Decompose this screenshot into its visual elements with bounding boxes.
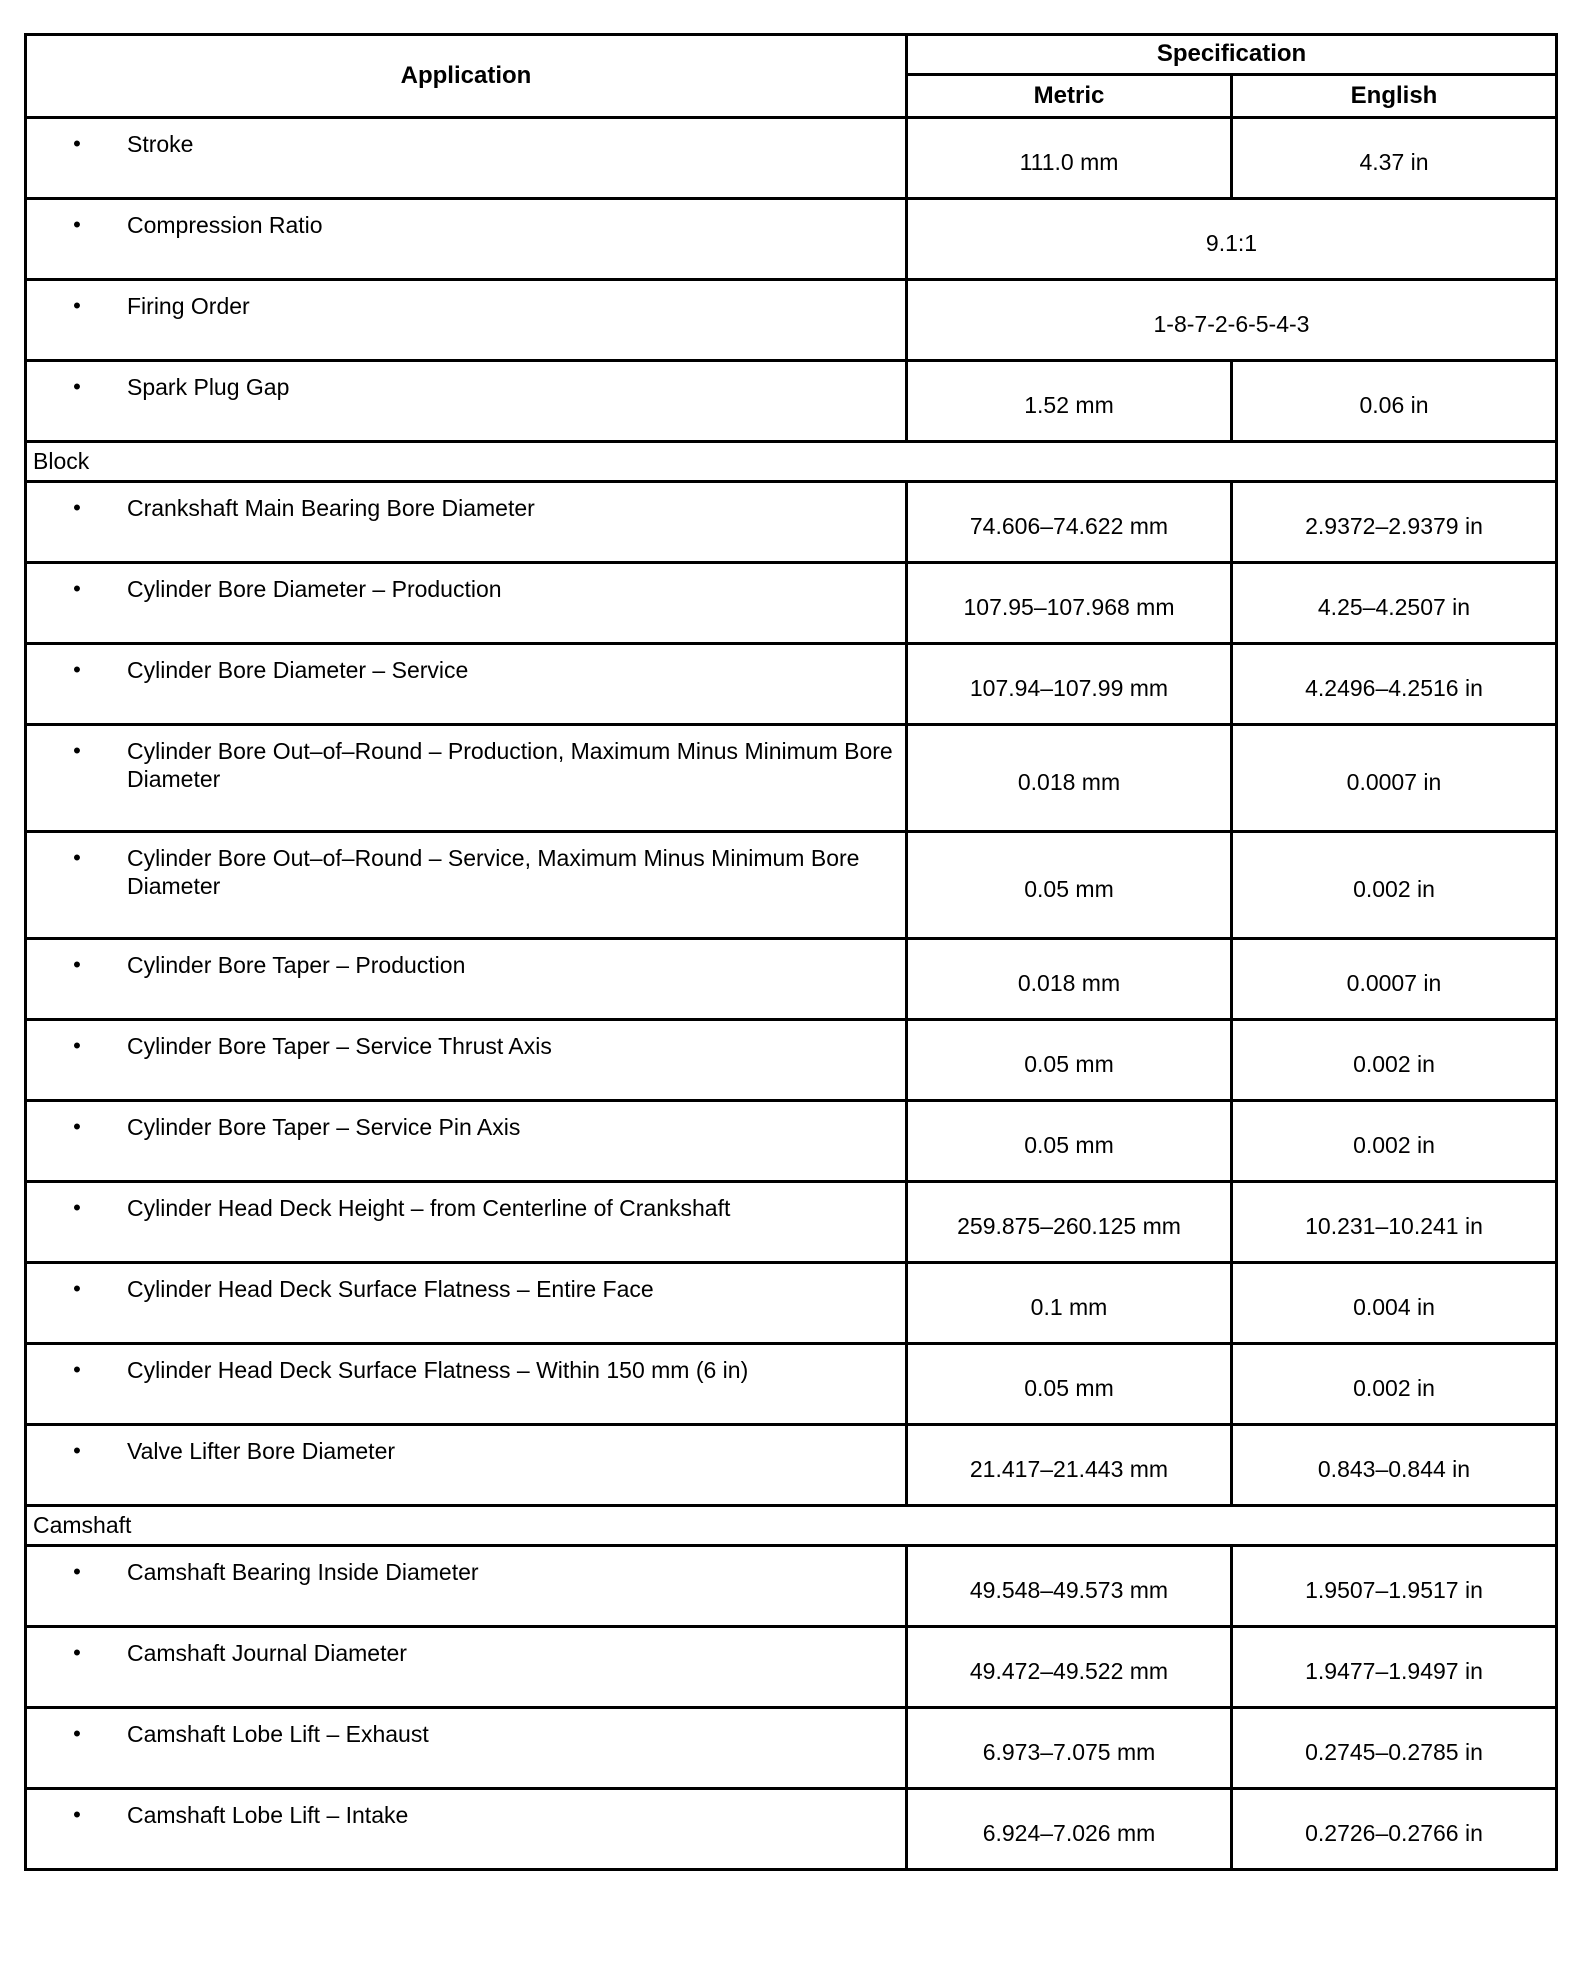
- table-row: [26, 1627, 1557, 1708]
- application-cell: [26, 199, 907, 280]
- english-value-cell: 0.0007 in: [1232, 939, 1557, 1020]
- combined-value-cell: 9.1:1: [907, 199, 1557, 280]
- table-row: [26, 361, 1557, 442]
- table-row: [26, 563, 1557, 644]
- header-application: Application: [26, 35, 907, 118]
- bullet-icon: •: [73, 495, 81, 520]
- application-label: Crankshaft Main Bearing Bore Diameter: [127, 495, 535, 521]
- metric-value-cell: 0.05 mm: [907, 1020, 1232, 1101]
- application-label: Camshaft Lobe Lift – Intake: [127, 1802, 409, 1828]
- english-value-cell: 0.002 in: [1232, 1020, 1557, 1101]
- english-value-cell: 0.002 in: [1232, 832, 1557, 939]
- english-value-cell: 0.004 in: [1232, 1263, 1557, 1344]
- metric-value-cell: 0.05 mm: [907, 1344, 1232, 1425]
- english-value-cell: 0.2726–0.2766 in: [1232, 1789, 1557, 1870]
- application-label: Cylinder Bore Taper – Production: [127, 952, 466, 978]
- english-value-cell: 2.9372–2.9379 in: [1232, 482, 1557, 563]
- metric-value-cell: 74.606–74.622 mm: [907, 482, 1232, 563]
- metric-value-cell: 0.018 mm: [907, 939, 1232, 1020]
- table-row: [26, 1708, 1557, 1789]
- section-heading: Block: [26, 442, 1557, 482]
- table-row: [26, 939, 1557, 1020]
- application-cell: [26, 1344, 907, 1425]
- application-label: Stroke: [127, 131, 194, 157]
- metric-value-cell: 0.018 mm: [907, 725, 1232, 832]
- metric-value-cell: 49.548–49.573 mm: [907, 1546, 1232, 1627]
- application-label: Cylinder Bore Diameter – Service: [127, 657, 469, 683]
- application-cell: [26, 1425, 907, 1506]
- bullet-icon: •: [73, 952, 81, 977]
- section-row: [26, 442, 1557, 482]
- application-cell: [26, 563, 907, 644]
- english-value-cell: 0.0007 in: [1232, 725, 1557, 832]
- application-label: Cylinder Head Deck Height – from Centerline of Crankshaft: [127, 1195, 731, 1221]
- header-specification: Specification: [907, 35, 1557, 75]
- section-heading: Camshaft: [26, 1506, 1557, 1546]
- application-cell: [26, 1020, 907, 1101]
- english-value-cell: 0.002 in: [1232, 1101, 1557, 1182]
- metric-value-cell: 21.417–21.443 mm: [907, 1425, 1232, 1506]
- table-row: [26, 644, 1557, 725]
- table-row: [26, 1789, 1557, 1870]
- table-body: [26, 118, 1557, 1870]
- table-row: [26, 482, 1557, 563]
- application-cell: [26, 644, 907, 725]
- metric-value-cell: 0.1 mm: [907, 1263, 1232, 1344]
- application-label: Valve Lifter Bore Diameter: [127, 1438, 396, 1464]
- application-cell: [26, 725, 907, 832]
- metric-value-cell: 111.0 mm: [907, 118, 1232, 199]
- bullet-icon: •: [73, 1802, 81, 1827]
- application-cell: [26, 1627, 907, 1708]
- application-label: Cylinder Bore Taper – Service Pin Axis: [127, 1114, 521, 1140]
- application-cell: [26, 1101, 907, 1182]
- application-label: Camshaft Journal Diameter: [127, 1640, 407, 1666]
- table-row: [26, 832, 1557, 939]
- metric-value-cell: 6.924–7.026 mm: [907, 1789, 1232, 1870]
- application-cell: [26, 939, 907, 1020]
- bullet-icon: •: [73, 1357, 81, 1382]
- header-english: English: [1232, 74, 1557, 117]
- metric-value-cell: 49.472–49.522 mm: [907, 1627, 1232, 1708]
- bullet-icon: •: [73, 1195, 81, 1220]
- bullet-icon: •: [73, 212, 81, 237]
- english-value-cell: 0.2745–0.2785 in: [1232, 1708, 1557, 1789]
- english-value-cell: 1.9507–1.9517 in: [1232, 1546, 1557, 1627]
- application-cell: [26, 1263, 907, 1344]
- application-label: Firing Order: [127, 293, 250, 319]
- table-row: [26, 199, 1557, 280]
- metric-value-cell: 6.973–7.075 mm: [907, 1708, 1232, 1789]
- table-row: [26, 1263, 1557, 1344]
- table-row: [26, 1182, 1557, 1263]
- specification-table: [24, 33, 1558, 1871]
- application-cell: [26, 832, 907, 939]
- bullet-icon: •: [73, 1033, 81, 1058]
- table-row: [26, 1546, 1557, 1627]
- table-row: [26, 1425, 1557, 1506]
- bullet-icon: •: [73, 1721, 81, 1746]
- metric-value-cell: 0.05 mm: [907, 832, 1232, 939]
- metric-value-cell: 107.95–107.968 mm: [907, 563, 1232, 644]
- table-row: [26, 1101, 1557, 1182]
- bullet-icon: •: [73, 1276, 81, 1301]
- application-label: Cylinder Bore Diameter – Production: [127, 576, 502, 602]
- bullet-icon: •: [73, 131, 81, 156]
- application-label: Cylinder Head Deck Surface Flatness – Within 150 mm (6 in): [127, 1357, 749, 1383]
- application-cell: [26, 118, 907, 199]
- bullet-icon: •: [73, 1640, 81, 1665]
- english-value-cell: 10.231–10.241 in: [1232, 1182, 1557, 1263]
- english-value-cell: 0.843–0.844 in: [1232, 1425, 1557, 1506]
- metric-value-cell: 0.05 mm: [907, 1101, 1232, 1182]
- english-value-cell: 0.06 in: [1232, 361, 1557, 442]
- application-label: Cylinder Bore Taper – Service Thrust Axis: [127, 1033, 552, 1059]
- table-row: [26, 1344, 1557, 1425]
- application-cell: [26, 1182, 907, 1263]
- english-value-cell: 4.37 in: [1232, 118, 1557, 199]
- metric-value-cell: 259.875–260.125 mm: [907, 1182, 1232, 1263]
- table-row: [26, 280, 1557, 361]
- metric-value-cell: 1.52 mm: [907, 361, 1232, 442]
- bullet-icon: •: [73, 738, 81, 763]
- application-label: Compression Ratio: [127, 212, 323, 238]
- application-cell: [26, 1546, 907, 1627]
- application-cell: [26, 1708, 907, 1789]
- application-cell: [26, 280, 907, 361]
- application-label: Cylinder Bore Out–of–Round – Production, Maximum Minus Minimum Bore Diameter: [127, 738, 893, 792]
- combined-value-cell: 1-8-7-2-6-5-4-3: [907, 280, 1557, 361]
- metric-value-cell: 107.94–107.99 mm: [907, 644, 1232, 725]
- bullet-icon: •: [73, 657, 81, 682]
- application-label: Spark Plug Gap: [127, 374, 290, 400]
- table-row: [26, 118, 1557, 199]
- application-cell: [26, 482, 907, 563]
- bullet-icon: •: [73, 1114, 81, 1139]
- english-value-cell: 4.2496–4.2516 in: [1232, 644, 1557, 725]
- section-row: [26, 1506, 1557, 1546]
- bullet-icon: •: [73, 576, 81, 601]
- bullet-icon: •: [73, 1559, 81, 1584]
- application-cell: [26, 361, 907, 442]
- bullet-icon: •: [73, 293, 81, 318]
- bullet-icon: •: [73, 1438, 81, 1463]
- english-value-cell: 1.9477–1.9497 in: [1232, 1627, 1557, 1708]
- application-cell: [26, 1789, 907, 1870]
- application-label: Camshaft Lobe Lift – Exhaust: [127, 1721, 429, 1747]
- bullet-icon: •: [73, 845, 81, 870]
- header-metric: Metric: [907, 74, 1232, 117]
- application-label: Camshaft Bearing Inside Diameter: [127, 1559, 479, 1585]
- application-label: Cylinder Bore Out–of–Round – Service, Maximum Minus Minimum Bore Diameter: [127, 845, 860, 899]
- bullet-icon: •: [73, 374, 81, 399]
- english-value-cell: 4.25–4.2507 in: [1232, 563, 1557, 644]
- english-value-cell: 0.002 in: [1232, 1344, 1557, 1425]
- table-row: [26, 1020, 1557, 1101]
- table-row: [26, 725, 1557, 832]
- application-label: Cylinder Head Deck Surface Flatness – Entire Face: [127, 1276, 654, 1302]
